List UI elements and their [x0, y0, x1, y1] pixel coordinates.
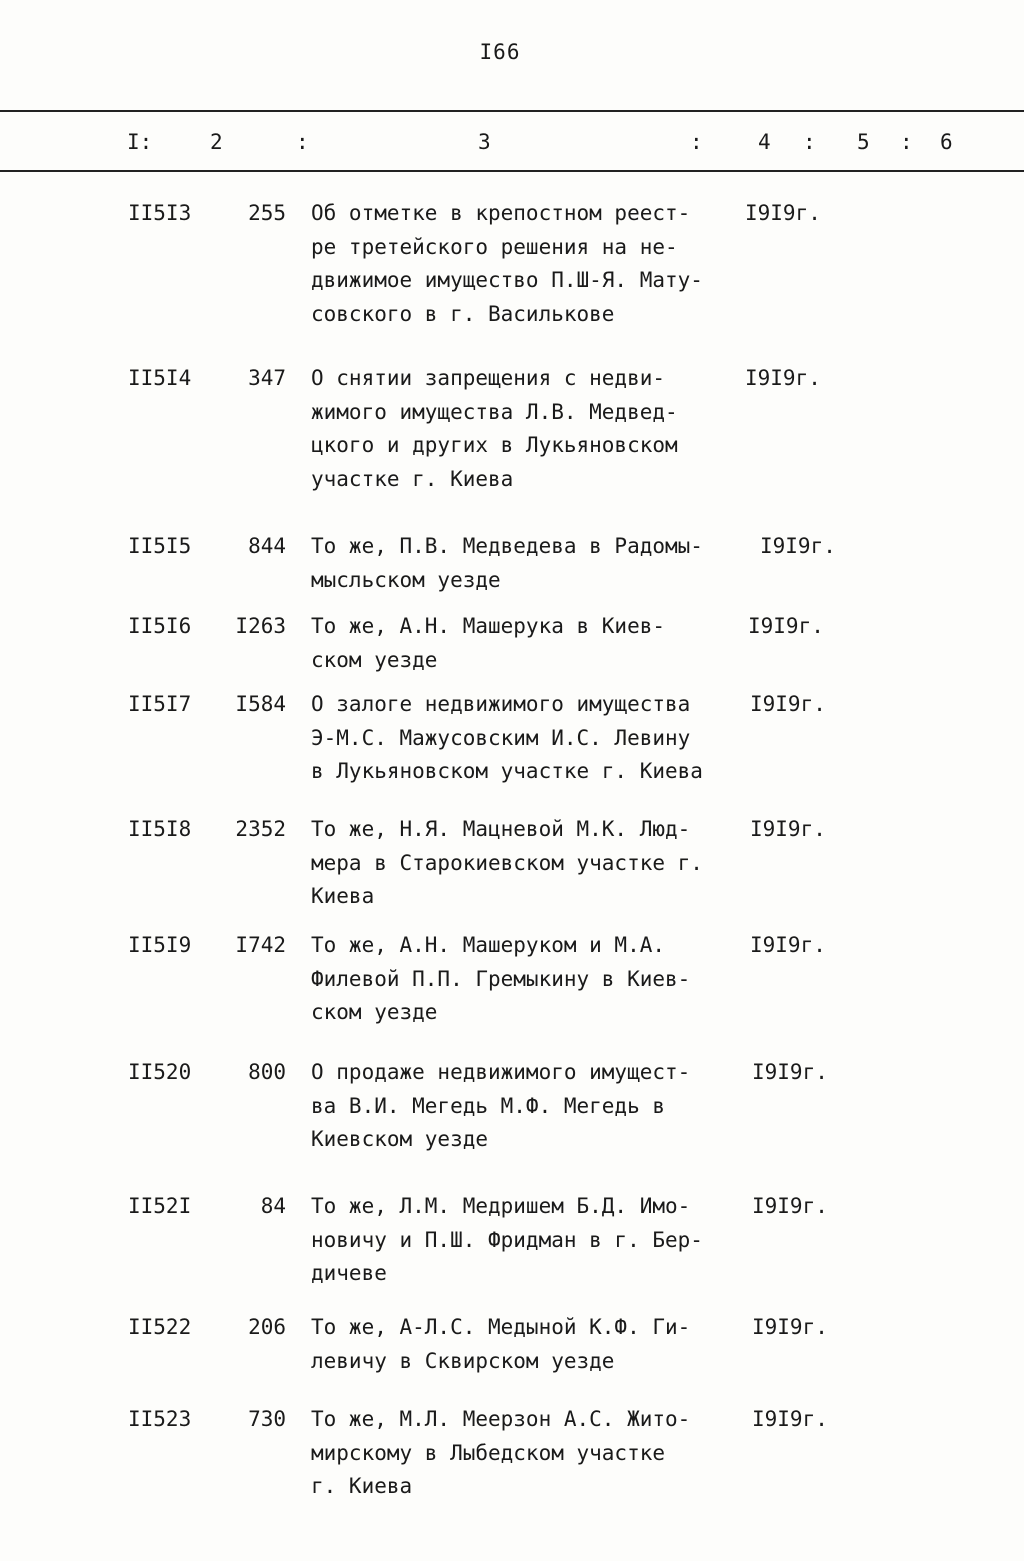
entry-ref: 347: [248, 366, 286, 390]
entry-description: [311, 1311, 690, 1378]
description-line: новичу и П.Ш. Фридман в г. Бер-: [311, 1227, 703, 1252]
description-line: мера в Старокиевском участке г.: [311, 850, 703, 875]
entry-number: II5I9: [128, 933, 192, 957]
description-line: участке г. Киева: [311, 466, 514, 491]
entry-ref: 730: [248, 1407, 286, 1431]
header-col-3: 3: [478, 130, 491, 154]
entry-year: I9I9г.: [752, 1407, 828, 1431]
description-line: Киевском уезде: [311, 1127, 489, 1151]
entry-year: I9I9г.: [752, 1315, 828, 1339]
description-line: О продаже недвижимого имущест-: [311, 1060, 691, 1084]
description-line: ре третейского решения на не-: [311, 234, 678, 259]
entry-year: I9I9г.: [748, 614, 824, 638]
entry-description: [311, 362, 678, 496]
entry-number: II5I4: [128, 366, 192, 390]
entry-description: [311, 610, 665, 677]
description-line: дичеве: [311, 1261, 387, 1285]
header-separator: :: [803, 130, 816, 154]
description-line: О снятии запрещения с недви-: [311, 366, 666, 390]
entry-year: I9I9г.: [750, 692, 826, 716]
entry-ref: 844: [248, 534, 286, 558]
header-col-4: 4: [758, 130, 771, 154]
entry-year: I9I9г.: [745, 366, 821, 390]
entry-description: [311, 1190, 703, 1291]
entry-description: [311, 929, 690, 1030]
entry-year: I9I9г.: [750, 817, 826, 841]
entry-number: II520: [128, 1060, 192, 1084]
description-line: совского в г. Василькове: [311, 301, 615, 326]
entry-description: [311, 197, 703, 331]
header-top-rule: [0, 110, 1024, 112]
entry-ref: 84: [260, 1194, 286, 1218]
header-col-1: I:: [127, 130, 153, 154]
description-line: левичу в Сквирском уезде: [311, 1348, 615, 1373]
description-line: движимое имущество П.Ш-Я. Мату-: [311, 268, 703, 292]
description-line: ва В.И. Мегедь М.Ф. Мегедь в: [311, 1093, 666, 1118]
entry-description: [311, 1403, 690, 1504]
description-line: жимого имущества Л.В. Медвед-: [311, 399, 678, 424]
header-col-2: 2: [210, 130, 223, 154]
description-line: То же, М.Л. Меерзон А.С. Жито-: [311, 1407, 691, 1431]
entry-number: II52I: [128, 1194, 192, 1218]
header-separator: :: [690, 130, 703, 154]
entry-number: II5I7: [128, 692, 192, 716]
entry-year: I9I9г.: [745, 201, 821, 225]
description-line: ском уезде: [311, 647, 438, 672]
entry-number: II5I8: [128, 817, 192, 841]
entry-number: II5I3: [128, 201, 192, 225]
description-line: Об отметке в крепостном реест-: [311, 201, 691, 225]
entry-description: [311, 813, 703, 914]
description-line: То же, Н.Я. Мацневой М.К. Люд-: [311, 817, 691, 841]
description-line: Киева: [311, 884, 375, 908]
entry-ref: I742: [235, 933, 286, 957]
entry-year: I9I9г.: [760, 534, 836, 558]
entry-ref: 255: [248, 201, 286, 225]
entry-year: I9I9г.: [752, 1194, 828, 1218]
description-line: мирскому в Лыбедском участке: [311, 1440, 666, 1465]
entry-description: [311, 688, 703, 789]
entry-number: II523: [128, 1407, 192, 1431]
entry-number: II5I5: [128, 534, 192, 558]
entry-number: II5I6: [128, 614, 192, 638]
description-line: То же, Л.М. Медришем Б.Д. Имо-: [311, 1194, 691, 1218]
description-line: в Лукьяновском участке г. Киева: [311, 759, 703, 783]
entry-ref: 2352: [235, 817, 286, 841]
header-col-6: 6: [940, 130, 953, 154]
description-line: То же, А-Л.С. Медыной К.Ф. Ги-: [311, 1315, 691, 1339]
description-line: То же, А.Н. Машеруком и М.А.: [311, 933, 666, 957]
description-line: То же, П.В. Медведева в Радомы-: [311, 534, 703, 558]
entry-ref: 206: [248, 1315, 286, 1339]
description-line: г. Киева: [311, 1474, 413, 1498]
entry-description: [311, 530, 703, 597]
header-separator: :: [296, 130, 309, 154]
description-line: цкого и других в Лукьяновском: [311, 433, 678, 457]
entry-description: [311, 1056, 690, 1157]
description-line: Э-М.С. Мажусовским И.С. Левину: [311, 725, 691, 750]
description-line: мысльском уезде: [311, 567, 501, 592]
header-separator: :: [900, 130, 913, 154]
entry-ref: I263: [235, 614, 286, 638]
header-col-5: 5: [857, 130, 870, 154]
page-number: I66: [479, 40, 521, 64]
description-line: Филевой П.П. Гремыкину в Киев-: [311, 966, 691, 991]
entry-ref: 800: [248, 1060, 286, 1084]
entry-ref: I584: [235, 692, 286, 716]
entry-year: I9I9г.: [752, 1060, 828, 1084]
entry-number: II522: [128, 1315, 192, 1339]
description-line: ском уезде: [311, 1000, 438, 1024]
description-line: О залоге недвижимого имущества: [311, 692, 691, 716]
entry-year: I9I9г.: [750, 933, 826, 957]
header-bottom-rule: [0, 170, 1024, 172]
description-line: То же, А.Н. Машерука в Киев-: [311, 614, 666, 638]
